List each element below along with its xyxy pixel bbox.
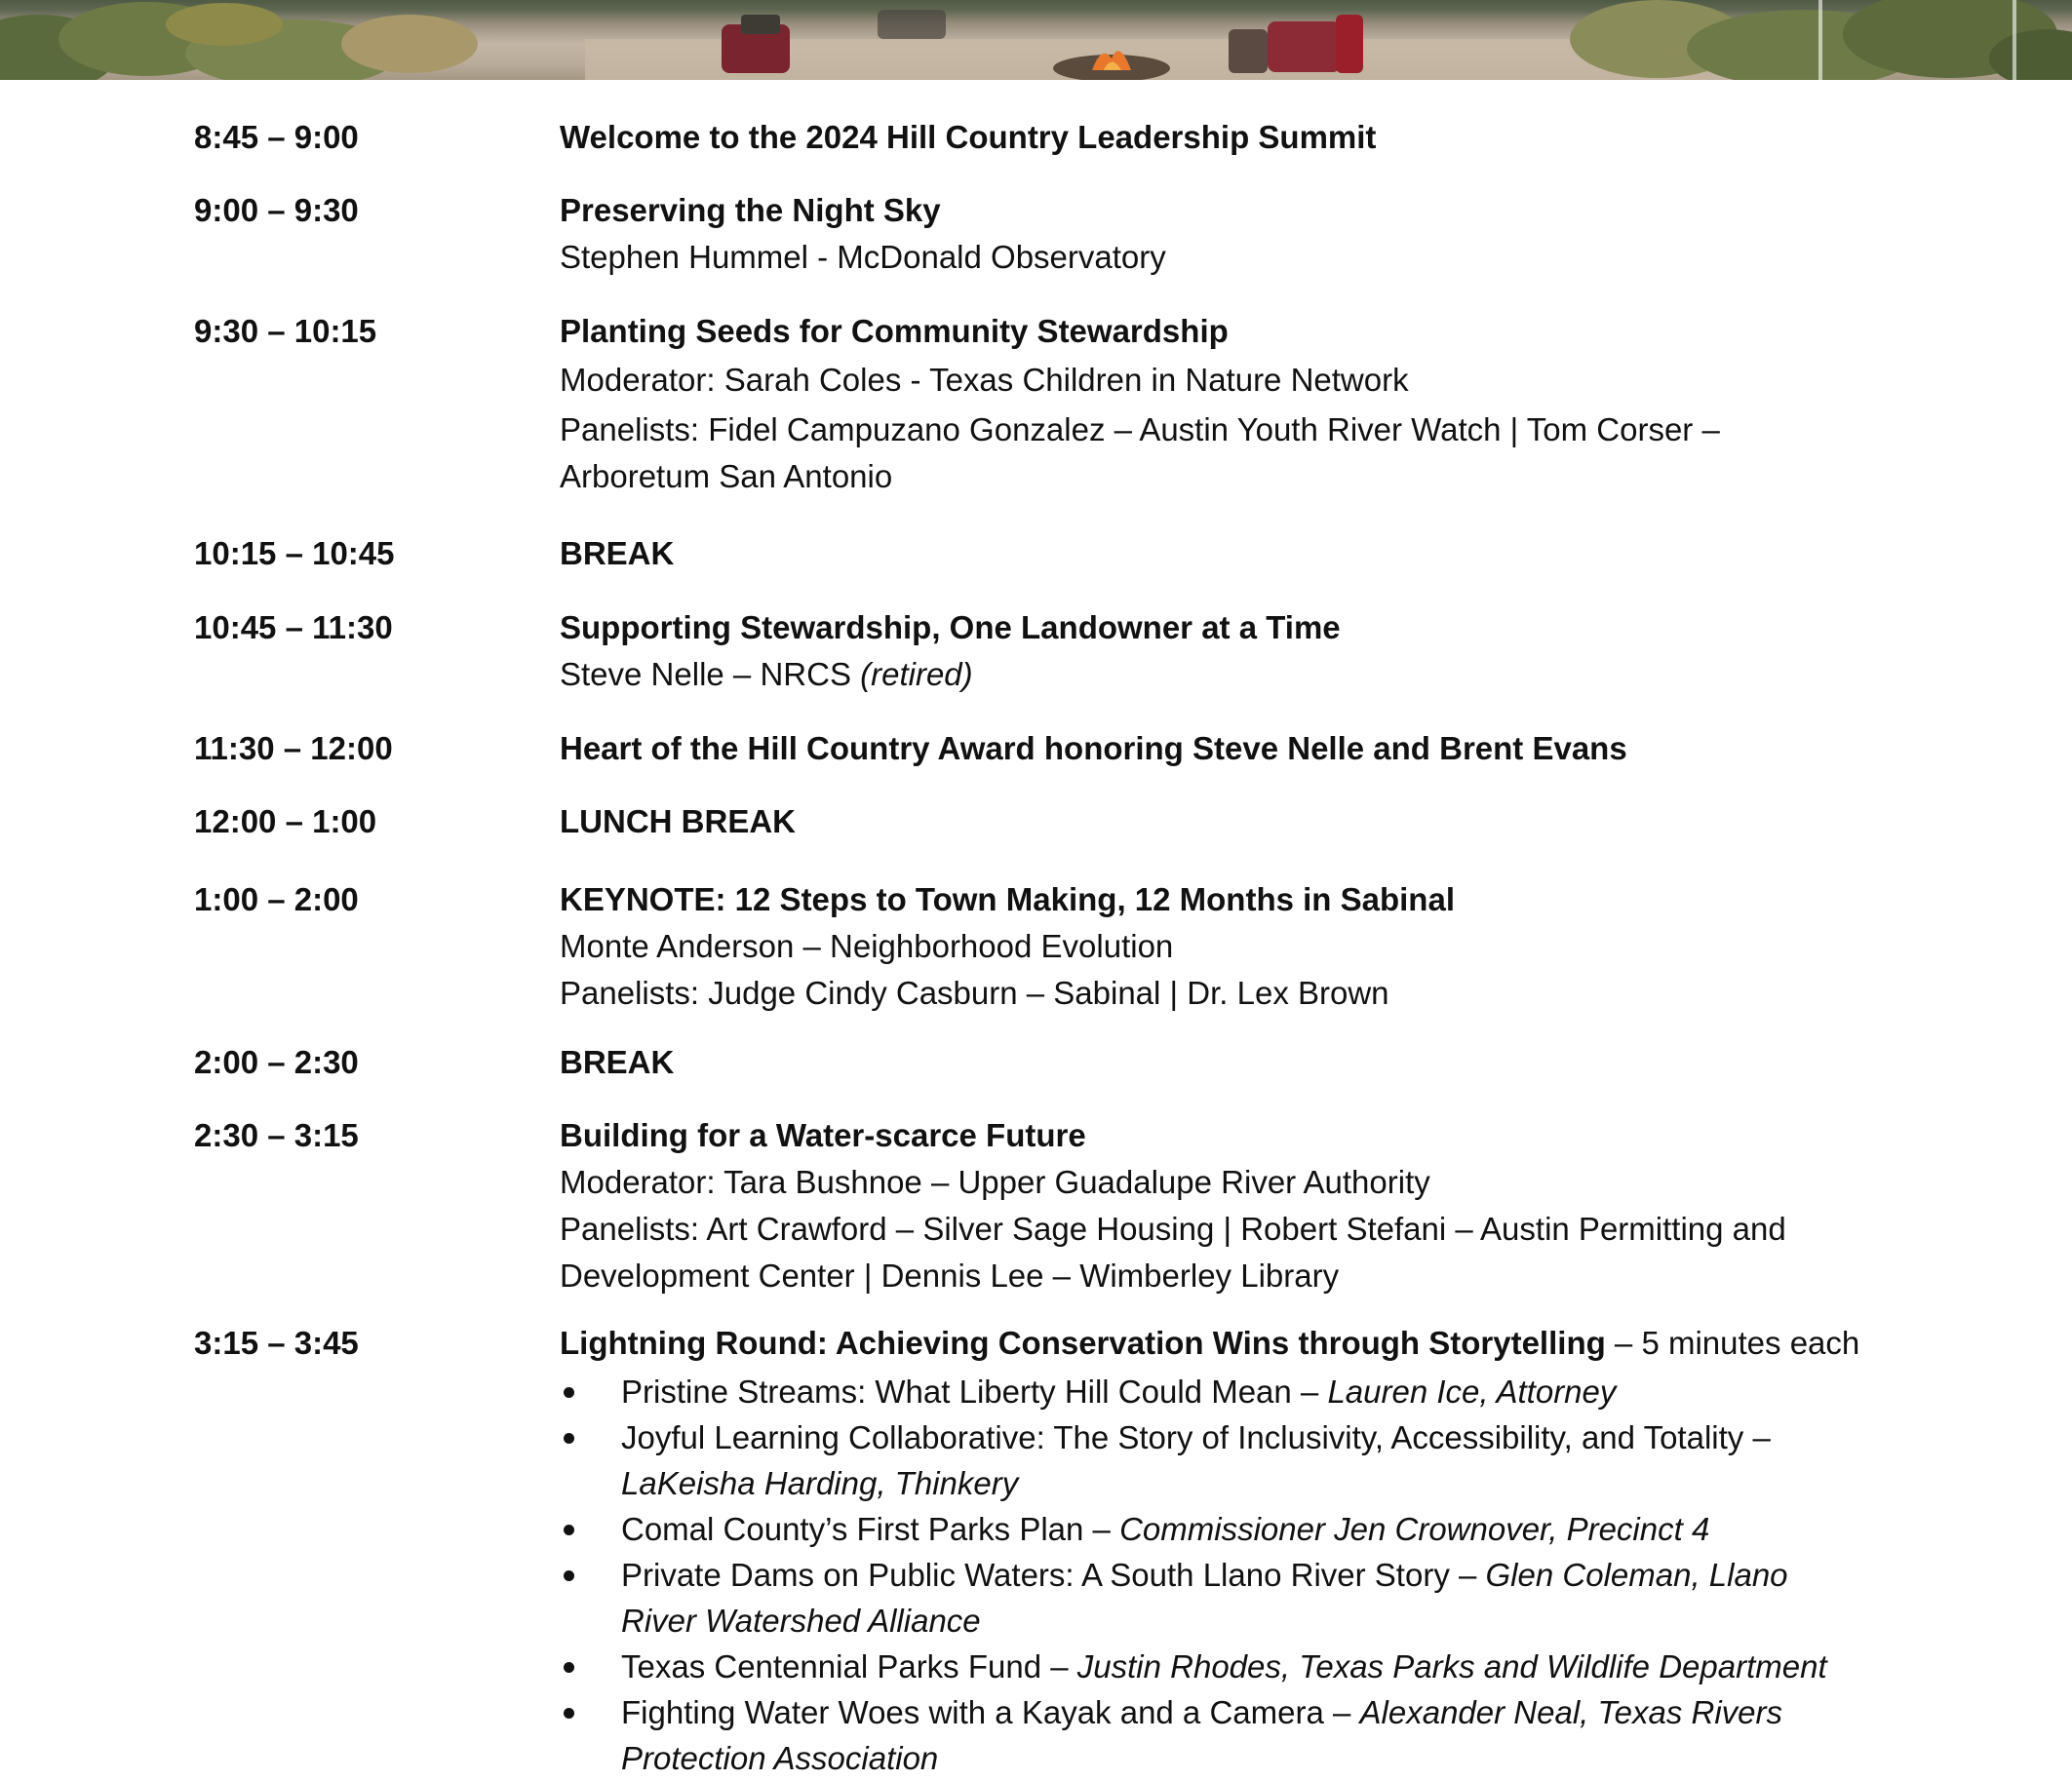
session-title: Preserving the Night Sky xyxy=(560,192,941,228)
talk-title: Private Dams on Public Waters: A South Llano River Story – xyxy=(621,1557,1486,1593)
bullet-icon xyxy=(564,1525,574,1535)
list-item xyxy=(560,1414,1964,1506)
list-item xyxy=(560,1689,1964,1781)
talk-title: Pristine Streams: What Liberty Hill Could Mean – xyxy=(621,1374,1328,1410)
talk-presenter-continued: Protection Association xyxy=(621,1740,939,1776)
session-title: Supporting Stewardship, One Landowner at a Time xyxy=(560,609,1341,645)
session-title: Heart of the Hill Country Award honoring Steve Nelle and Brent Evans xyxy=(560,730,1627,766)
talk-presenter: Glen Coleman, Llano xyxy=(1485,1557,1788,1593)
list-item xyxy=(560,1506,1964,1552)
bullet-icon xyxy=(564,1570,574,1581)
session-title: Building for a Water-scarce Future xyxy=(560,1117,1086,1153)
talk-title: Texas Centennial Parks Fund – xyxy=(621,1648,1077,1684)
speaker-note: (retired) xyxy=(860,656,973,692)
session-moderator: Moderator: Sarah Coles - Texas Children in Nature Network xyxy=(560,362,1409,398)
session-heading xyxy=(560,1320,1964,1367)
session-time: 10:45 – 11:30 xyxy=(194,609,393,645)
talk-presenter: Commissioner Jen Crownover, Precinct 4 xyxy=(1119,1511,1710,1547)
talk-title: Comal County’s First Parks Plan – xyxy=(621,1511,1120,1547)
lightning-talk-list xyxy=(560,1369,1964,1781)
session-time: 10:15 – 10:45 xyxy=(194,535,395,571)
bullet-icon xyxy=(564,1387,574,1398)
speaker-name: Steve Nelle – NRCS xyxy=(560,656,861,692)
list-item xyxy=(560,1552,1964,1644)
session-time: 2:00 – 2:30 xyxy=(194,1044,359,1080)
bullet-icon xyxy=(564,1662,574,1673)
session-panelists: Panelists: Fidel Campuzano Gonzalez – Austin Youth River Watch | Tom Corser – xyxy=(560,411,1720,447)
session-time: 1:00 – 2:00 xyxy=(194,881,359,917)
session-title: BREAK xyxy=(560,535,675,571)
session-time: 3:15 – 3:45 xyxy=(194,1325,359,1361)
talk-presenter: Lauren Ice, Attorney xyxy=(1327,1374,1617,1410)
session-panelists-continued: Arboretum San Antonio xyxy=(560,458,893,494)
session-time: 8:45 – 9:00 xyxy=(194,119,359,155)
session-time: 9:00 – 9:30 xyxy=(194,192,359,228)
session-title: LUNCH BREAK xyxy=(560,803,796,839)
bullet-icon xyxy=(564,1708,574,1719)
session-time: 2:30 – 3:15 xyxy=(194,1117,359,1153)
session-panelists: Panelists: Art Crawford – Silver Sage Housing | Robert Stefani – Austin Permitting and xyxy=(560,1211,1786,1247)
session-time: 11:30 – 12:00 xyxy=(194,730,393,766)
session-time: 9:30 – 10:15 xyxy=(194,313,377,349)
session-panelists-continued: Development Center | Dennis Lee – Wimberley Library xyxy=(560,1258,1340,1294)
session-title: BREAK xyxy=(560,1044,675,1080)
talk-presenter-continued: River Watershed Alliance xyxy=(621,1603,981,1639)
session-title-suffix: – 5 minutes each xyxy=(1605,1325,1860,1361)
session-title: Lightning Round: Achieving Conservation Wins through Storytelling xyxy=(560,1325,1606,1361)
list-item xyxy=(560,1644,1964,1689)
session-moderator: Moderator: Tara Bushnoe – Upper Guadalupe River Authority xyxy=(560,1164,1430,1200)
list-item xyxy=(560,1369,1964,1414)
session-panelists: Panelists: Judge Cindy Casburn – Sabinal | Dr. Lex Brown xyxy=(560,975,1389,1011)
session-speaker: Monte Anderson – Neighborhood Evolution xyxy=(560,928,1174,964)
session-time: 12:00 – 1:00 xyxy=(194,803,377,839)
talk-presenter: LaKeisha Harding, Thinkery xyxy=(621,1465,1019,1501)
session-title: Welcome to the 2024 Hill Country Leadership Summit xyxy=(560,119,1377,155)
talk-title: Fighting Water Woes with a Kayak and a Camera – xyxy=(621,1694,1360,1730)
session-title: KEYNOTE: 12 Steps to Town Making, 12 Months in Sabinal xyxy=(560,881,1455,917)
session-title: Planting Seeds for Community Stewardship xyxy=(560,313,1229,349)
bullet-icon xyxy=(564,1433,574,1444)
talk-presenter: Justin Rhodes, Texas Parks and Wildlife Department xyxy=(1076,1648,1827,1684)
talk-title: Joyful Learning Collaborative: The Story of Inclusivity, Accessibility, and Totality – xyxy=(621,1419,1771,1455)
session-speaker: Stephen Hummel - McDonald Observatory xyxy=(560,239,1166,275)
talk-presenter: Alexander Neal, Texas Rivers xyxy=(1359,1694,1783,1730)
session-speaker xyxy=(560,651,1964,698)
